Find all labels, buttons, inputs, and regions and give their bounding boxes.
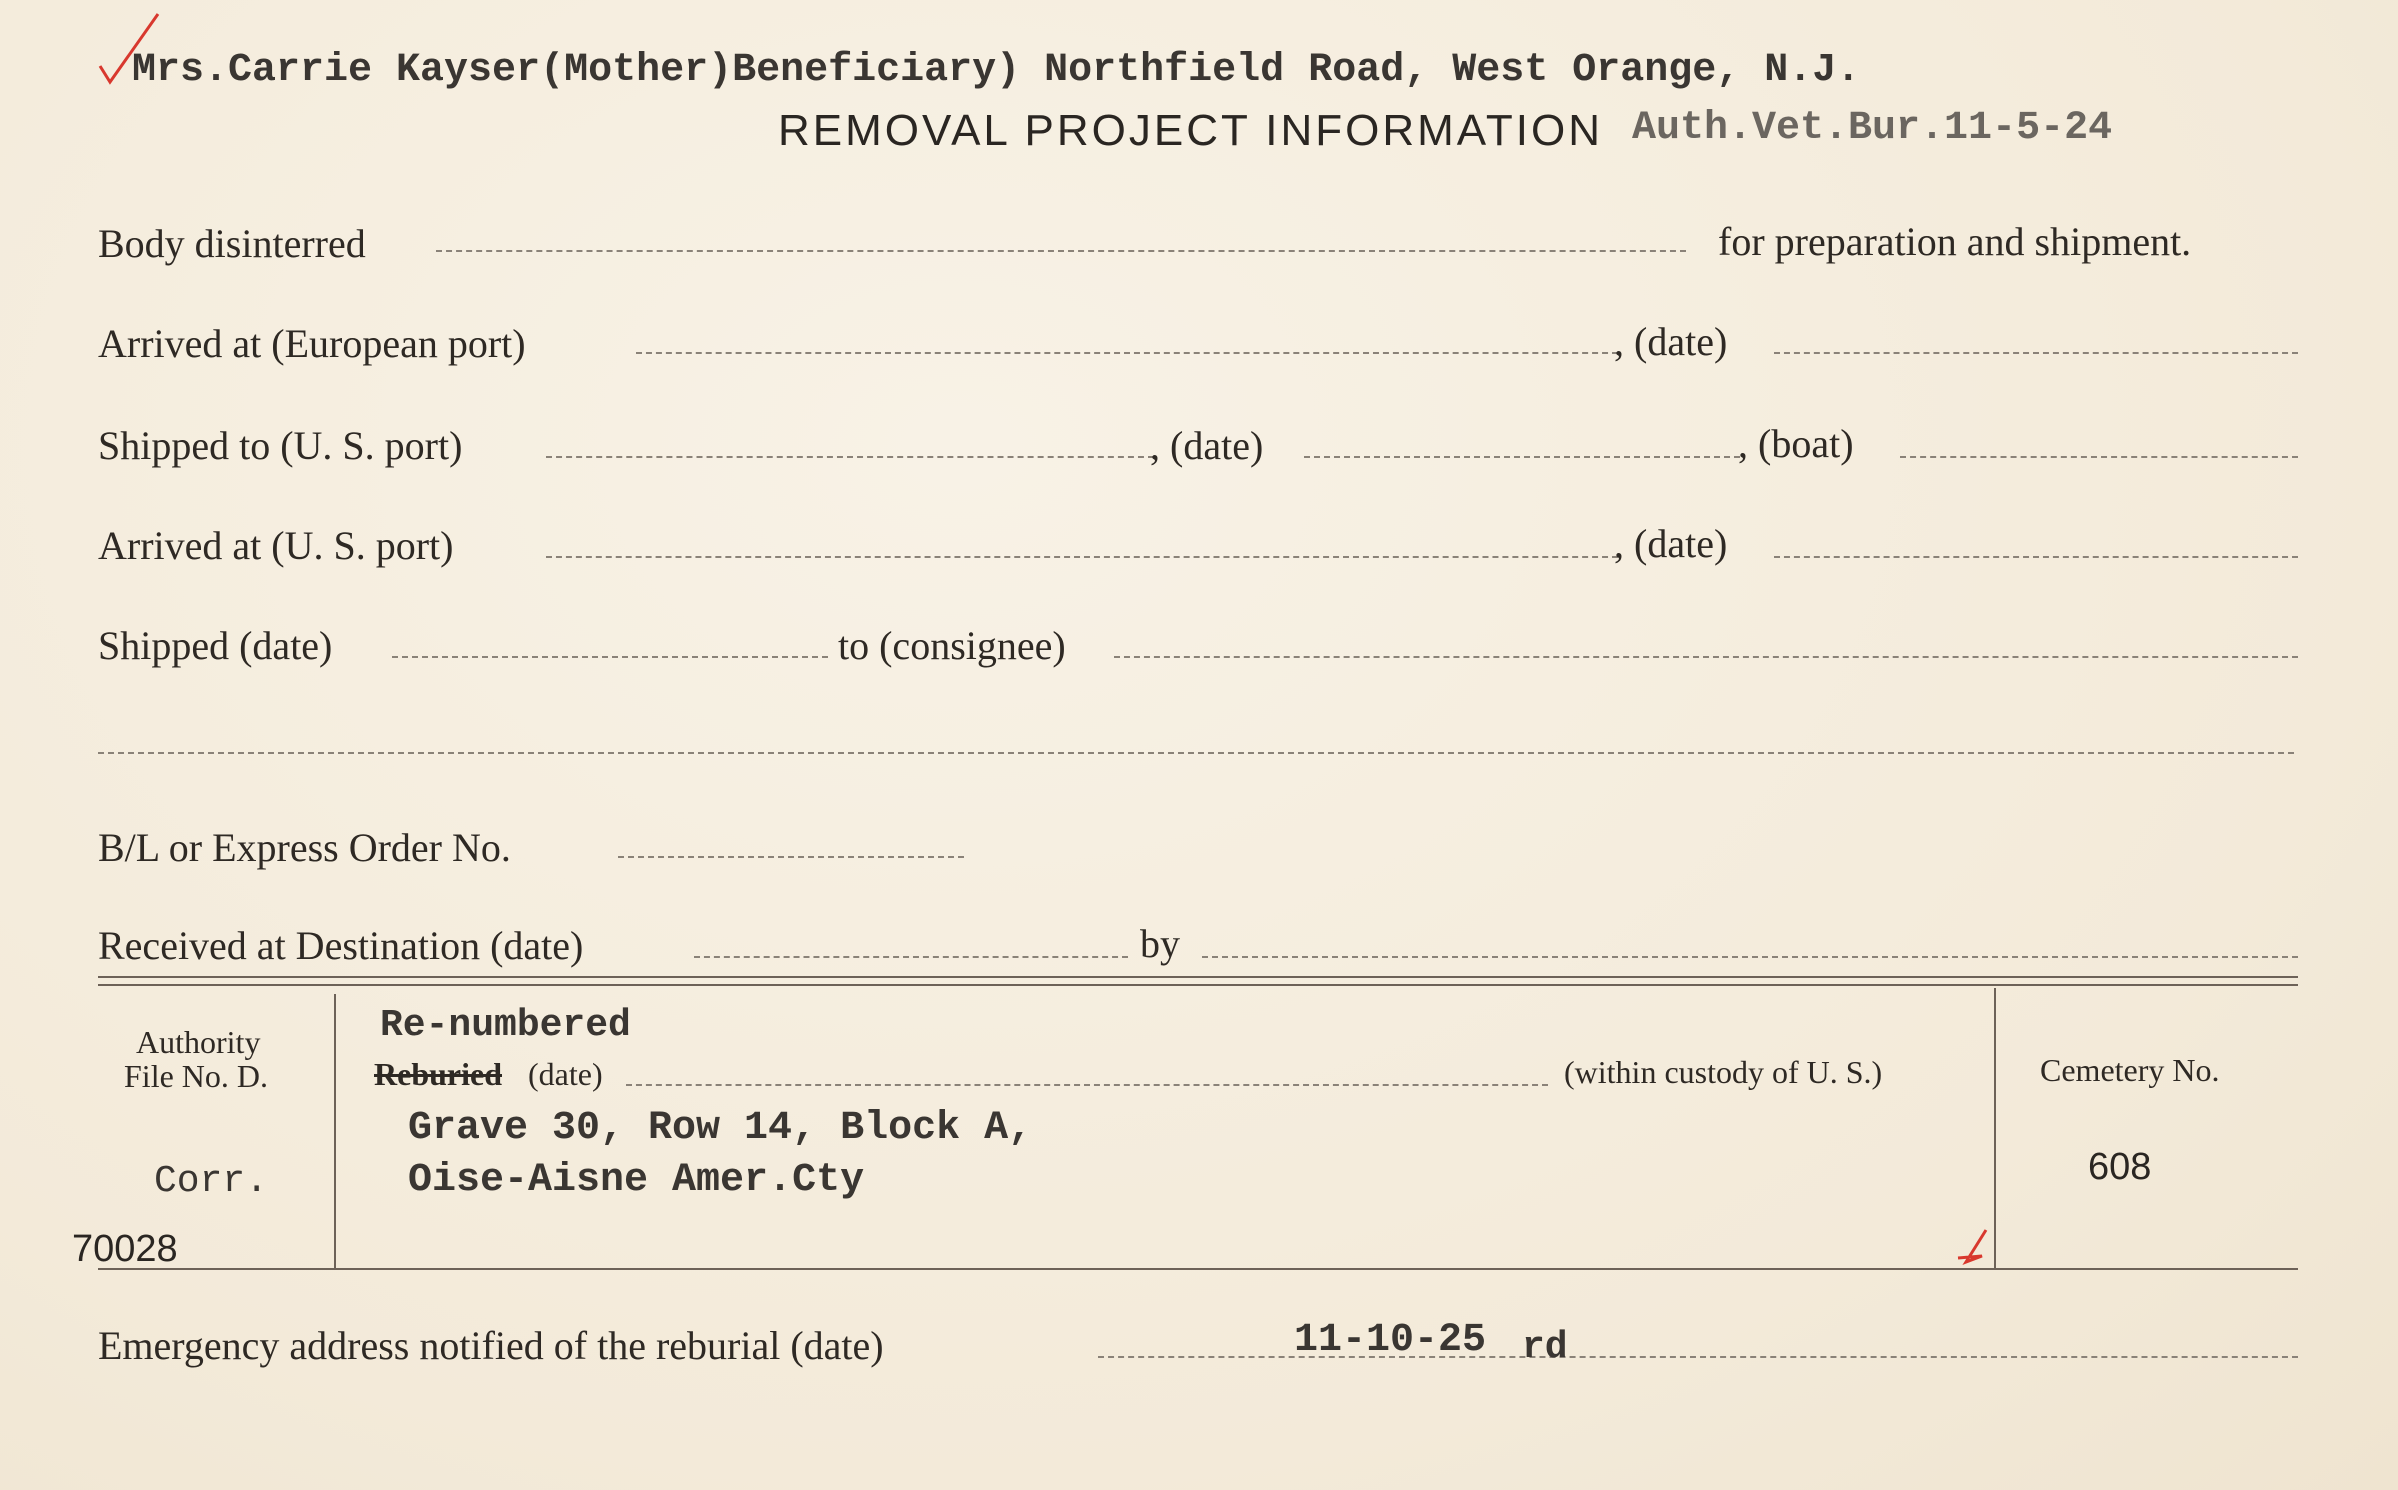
emergency-address-label: Emergency address notified of the reburial (date) — [98, 1323, 884, 1368]
by-label: by — [1140, 921, 1180, 966]
preparation-label: for preparation and shipment. — [1718, 219, 2192, 264]
shipped-us-port-line — [546, 456, 1154, 458]
date-label-1: , (date) — [1614, 319, 1728, 364]
cemetery-number: 608 — [2088, 1146, 2152, 1188]
boat-line — [1900, 456, 2298, 458]
bl-express-label: B/L or Express Order No. — [98, 825, 511, 870]
reburied-date-label: (date) — [528, 1056, 603, 1092]
red-tick-mark-icon — [1952, 1226, 1992, 1266]
received-destination-line — [694, 956, 1128, 958]
authority-label: Authority — [136, 1024, 261, 1060]
date-line-3 — [1774, 556, 2298, 558]
corr-label: Corr. — [154, 1160, 269, 1203]
consignee-continuation-line — [98, 752, 2294, 754]
emergency-date-line — [1098, 1356, 2298, 1358]
received-destination-label: Received at Destination (date) — [98, 923, 584, 968]
date-label-3: , (date) — [1614, 521, 1728, 566]
custody-label: (within custody of U. S.) — [1564, 1054, 1883, 1090]
box-divider-right — [1994, 988, 1996, 1268]
body-disinterred-line — [436, 250, 1686, 252]
consignee-label: to (consignee) — [838, 623, 1066, 668]
grave-location-line-1: Grave 30, Row 14, Block A, — [408, 1106, 1033, 1151]
form-title: REMOVAL PROJECT INFORMATION — [778, 106, 1603, 155]
box-top-rule-2 — [98, 984, 2298, 986]
authorization-note: Auth.Vet.Bur.11-5-24 — [1632, 106, 2113, 151]
clerk-initials: rd — [1522, 1326, 1568, 1369]
box-divider-left — [334, 994, 336, 1268]
reburied-date-line — [626, 1084, 1548, 1086]
box-bottom-rule — [98, 1268, 2298, 1270]
arrived-us-port-label: Arrived at (U. S. port) — [98, 523, 454, 568]
box-top-rule-1 — [98, 976, 2298, 978]
beneficiary-line: Mrs.Carrie Kayser(Mother)Beneficiary) Northfield Road, West Orange, N.J. — [132, 48, 1861, 93]
date-line-1 — [1774, 352, 2298, 354]
grave-location-line-2: Oise-Aisne Amer.Cty — [408, 1158, 865, 1203]
shipped-us-port-label: Shipped to (U. S. port) — [98, 423, 463, 468]
arrived-us-port-line — [546, 556, 1618, 558]
arrived-european-line — [636, 352, 1618, 354]
bl-express-line — [618, 856, 964, 858]
arrived-european-label: Arrived at (European port) — [98, 321, 526, 366]
renumbered-label: Re-numbered — [380, 1004, 631, 1047]
emergency-date: 11-10-25 — [1294, 1318, 1487, 1363]
file-number: 70028 — [72, 1228, 178, 1270]
file-no-label: File No. D. — [124, 1058, 268, 1094]
date-line-2 — [1304, 456, 1740, 458]
reburied-label: Reburied — [374, 1056, 502, 1092]
date-label-2: , (date) — [1150, 423, 1264, 468]
by-line — [1202, 956, 2298, 958]
shipped-date-label: Shipped (date) — [98, 623, 333, 668]
cemetery-no-label: Cemetery No. — [2040, 1052, 2220, 1088]
boat-label: , (boat) — [1738, 421, 1854, 466]
body-disinterred-label: Body disinterred — [98, 221, 366, 266]
shipped-date-line — [392, 656, 828, 658]
consignee-line — [1114, 656, 2298, 658]
